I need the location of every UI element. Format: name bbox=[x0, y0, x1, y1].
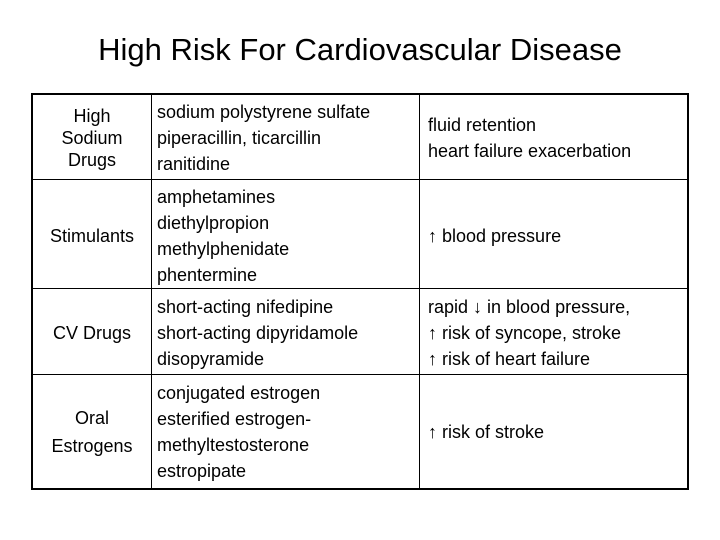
effect-item: ↑ risk of heart failure bbox=[428, 349, 591, 369]
drugs-cell bbox=[157, 376, 419, 488]
drug-item: sodium polystyrene sulfate bbox=[157, 102, 371, 122]
drug-item: conjugated estrogen bbox=[157, 383, 321, 403]
risk-table bbox=[31, 93, 689, 490]
drug-item: amphetamines bbox=[157, 186, 276, 207]
effect-item: rapid ↓ in blood pressure, bbox=[428, 297, 631, 317]
category-cell bbox=[33, 181, 151, 290]
effects-cell bbox=[428, 376, 686, 488]
category-cell bbox=[33, 376, 151, 488]
drug-item: disopyramide bbox=[157, 349, 265, 369]
drug-item: methylphenidate bbox=[157, 238, 290, 259]
effect-item: heart failure exacerbation bbox=[428, 141, 632, 161]
drug-item: phentermine bbox=[157, 264, 258, 285]
drug-item: ranitidine bbox=[157, 154, 231, 174]
drug-item: short-acting dipyridamole bbox=[157, 323, 359, 343]
category-label: CV Drugs bbox=[52, 323, 132, 343]
drug-item: methyltestosterone bbox=[157, 435, 310, 455]
drug-item: short-acting nifedipine bbox=[157, 297, 334, 317]
category-cell bbox=[33, 95, 151, 181]
drugs-cell bbox=[157, 95, 419, 181]
drug-item: diethylpropion bbox=[157, 212, 270, 233]
effect-item: ↑ risk of syncope, stroke bbox=[428, 323, 622, 343]
category-cell bbox=[33, 290, 151, 376]
drug-item: piperacillin, ticarcillin bbox=[157, 128, 322, 148]
effect-item: ↑ risk of stroke bbox=[428, 422, 545, 442]
page-title: High Risk For Cardiovascular Disease bbox=[98, 32, 622, 67]
column-divider bbox=[151, 95, 152, 488]
effects-cell bbox=[428, 290, 686, 376]
drug-item: esterified estrogen- bbox=[157, 409, 312, 429]
effects-cell bbox=[428, 181, 686, 290]
category-label: Oral Estrogens bbox=[51, 408, 133, 456]
drugs-cell bbox=[157, 181, 419, 290]
drug-item: estropipate bbox=[157, 461, 247, 481]
effect-item: fluid retention bbox=[428, 115, 537, 135]
category-label: Stimulants bbox=[49, 225, 135, 246]
column-divider bbox=[419, 95, 420, 488]
drugs-cell bbox=[157, 290, 419, 376]
effect-item: ↑ blood pressure bbox=[428, 225, 562, 246]
category-label: High Sodium Drugs bbox=[61, 106, 123, 170]
effects-cell bbox=[428, 95, 686, 181]
